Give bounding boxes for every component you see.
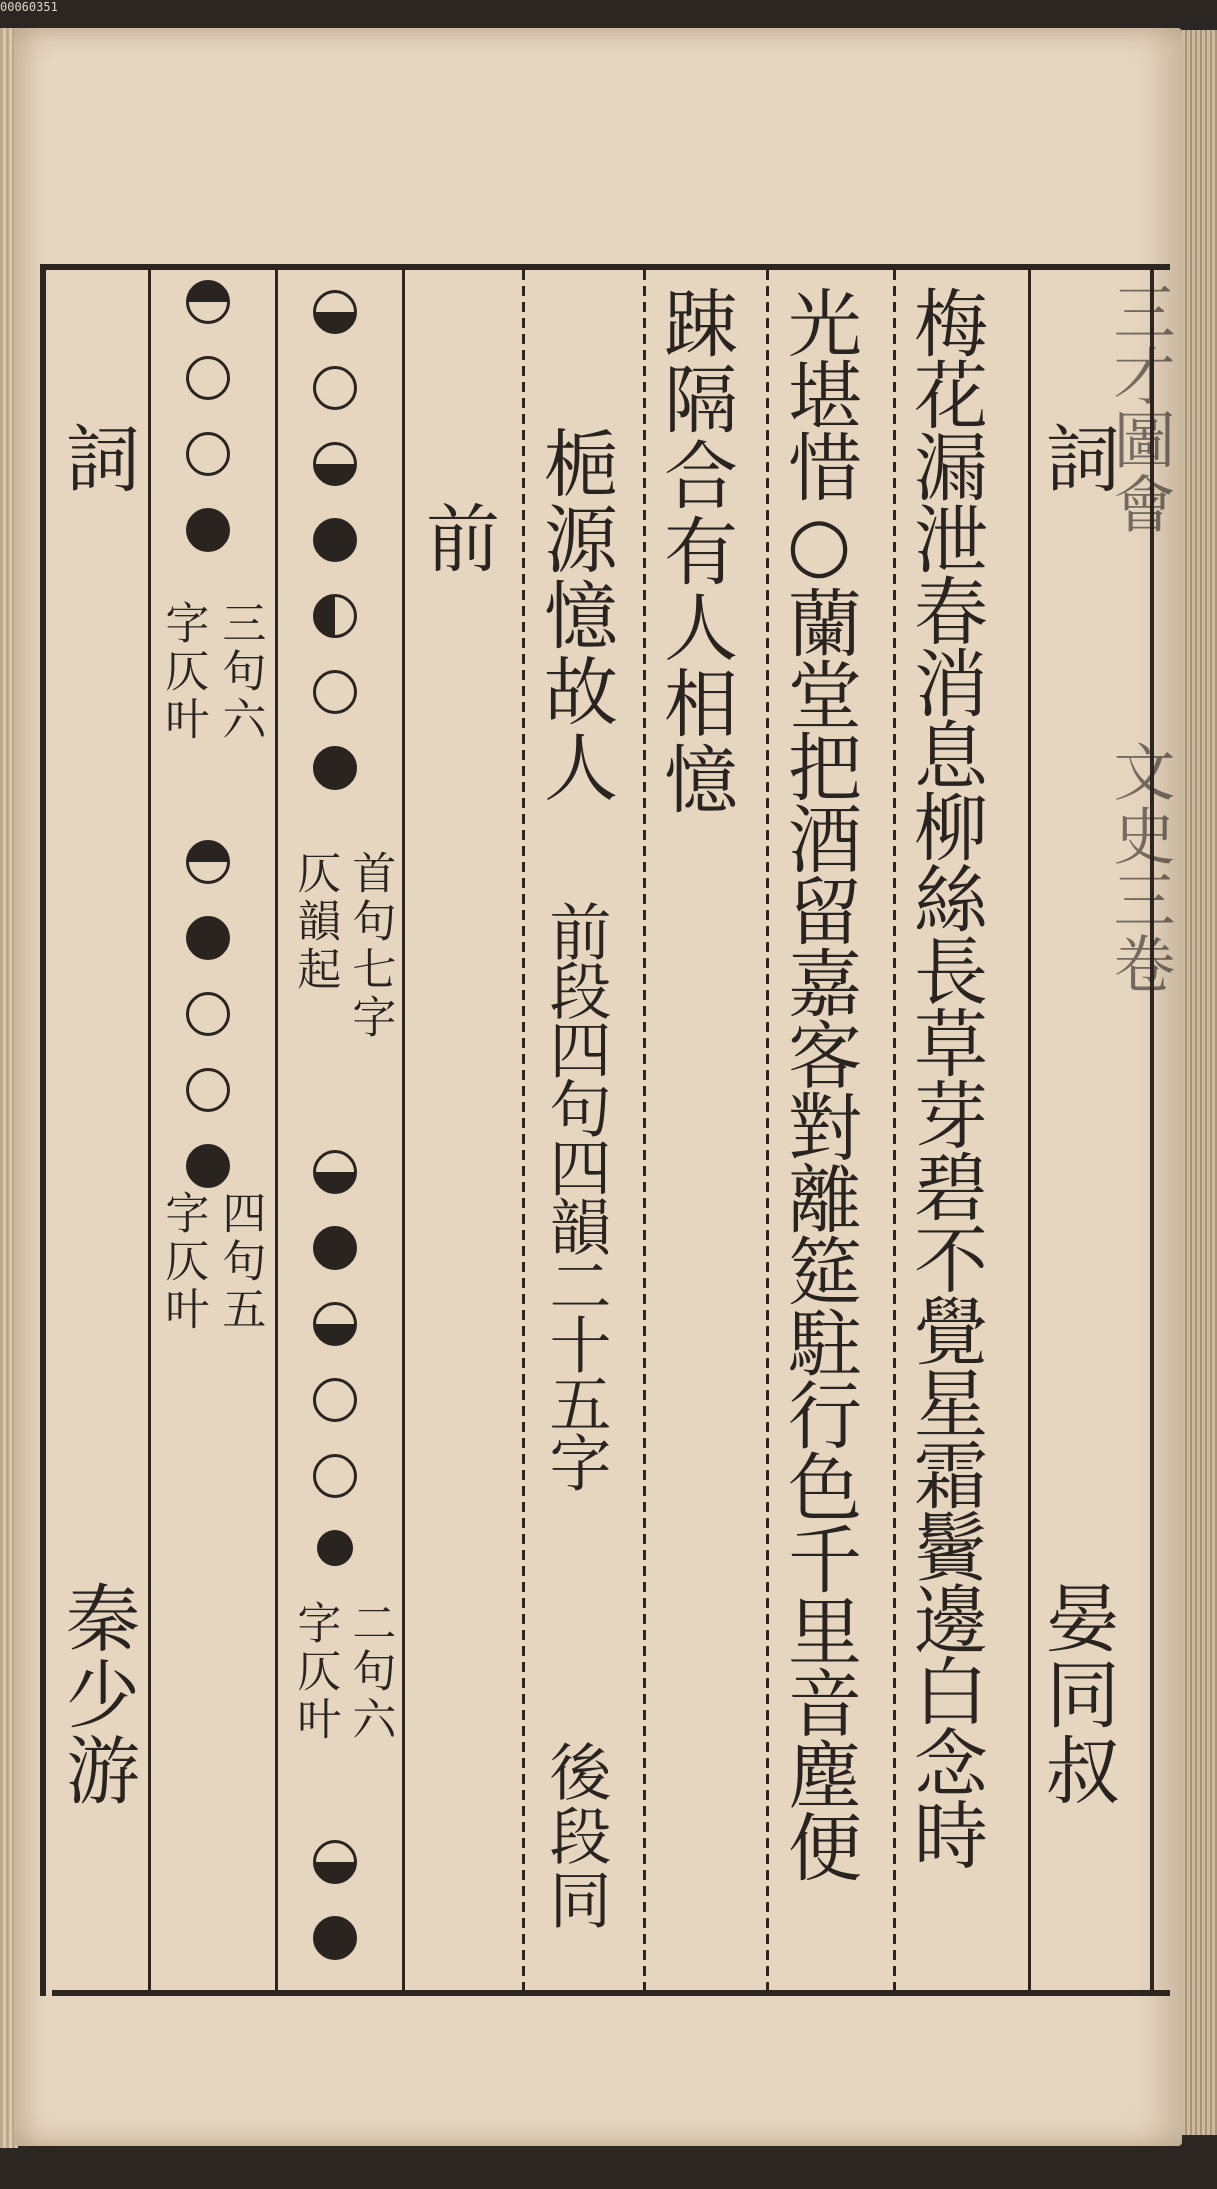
form-description: 前段四句四韻二十五字 [539,900,612,1490]
filled-circle-mark [186,916,230,960]
half-circle-mark [186,840,230,884]
open-circle-mark [313,1378,357,1422]
header-fragment: 三才圖會 [1103,280,1176,536]
section-label-ci-2: 詞 [54,420,140,496]
poem-line-1: 梅花漏泄春消息柳絲長草芽碧不覺星霜鬢邊白念時 [902,285,988,1869]
open-circle-mark [186,356,230,400]
half-circle-mark [313,1150,357,1194]
note-line-2-rhyme: 字仄叶 [289,1600,341,1744]
open-circle-mark [186,992,230,1036]
note-rhyme-start: 仄韻起 [289,850,341,994]
author-qin-shaoyou: 秦少游 [54,1580,140,1808]
col-divider [402,270,405,1990]
half-circle-mark [313,290,357,334]
note-first-line: 首句七字 [344,850,396,1042]
section-label-ci: 詞 [1034,420,1120,496]
half-circle-mark [313,1840,357,1884]
tone-marks-col2b [178,840,238,1188]
author-yan-tongshu: 晏同叔 [1034,1580,1120,1808]
filled-circle-mark [313,518,357,562]
bottom-border [52,1990,1170,1996]
open-circle-mark [186,432,230,476]
col-divider [766,270,769,1990]
header-fragment-2: 文史三卷 [1103,740,1176,996]
col-divider [643,270,646,1990]
filled-circle-mark [313,746,357,790]
filled-circle-mark [317,1530,353,1566]
tone-marks-col1 [305,290,365,790]
col-divider [1028,270,1031,1990]
col-divider [275,270,278,1990]
note-line-3: 三句六 [214,600,266,744]
tone-marks-col1b [305,1150,365,1566]
half-circle-mark [313,442,357,486]
col-divider [522,270,525,1990]
note-line-2: 二句六 [344,1600,396,1744]
note-line-3-rhyme: 字仄叶 [157,600,209,744]
col-divider [893,270,896,1990]
half-circle-mark [313,594,357,638]
open-circle-mark [313,670,357,714]
col-divider [148,270,151,1990]
poem-line-3: 踈隔合有人相憶 [652,285,738,817]
poem-line-2: 光堪惜○蘭堂把酒留嘉客對離筵駐行色千里音塵便 [776,285,862,1881]
front-label: 前 [414,500,500,576]
filled-circle-mark [313,1916,357,1960]
filled-circle-mark [313,1226,357,1270]
open-circle-mark [186,1068,230,1112]
open-circle-mark [313,1454,357,1498]
poem-line-4: 梔源憶故人 [532,425,618,805]
top-border [40,264,1170,270]
open-circle-mark [313,366,357,410]
tone-marks-col2 [178,280,238,552]
filled-circle-mark [186,508,230,552]
half-circle-mark [186,280,230,324]
right-page-edges [1182,30,1217,2135]
half-circle-mark [313,1302,357,1346]
note-line-4: 四句五 [214,1190,266,1334]
scan-id: 00060351 [0,0,58,14]
note-line-4-rhyme: 字仄叶 [157,1190,209,1334]
form-description-2: 後段同 [539,1740,612,1932]
tone-marks-col1c [305,1840,365,1960]
filled-circle-mark [186,1144,230,1188]
left-border [40,264,46,1996]
